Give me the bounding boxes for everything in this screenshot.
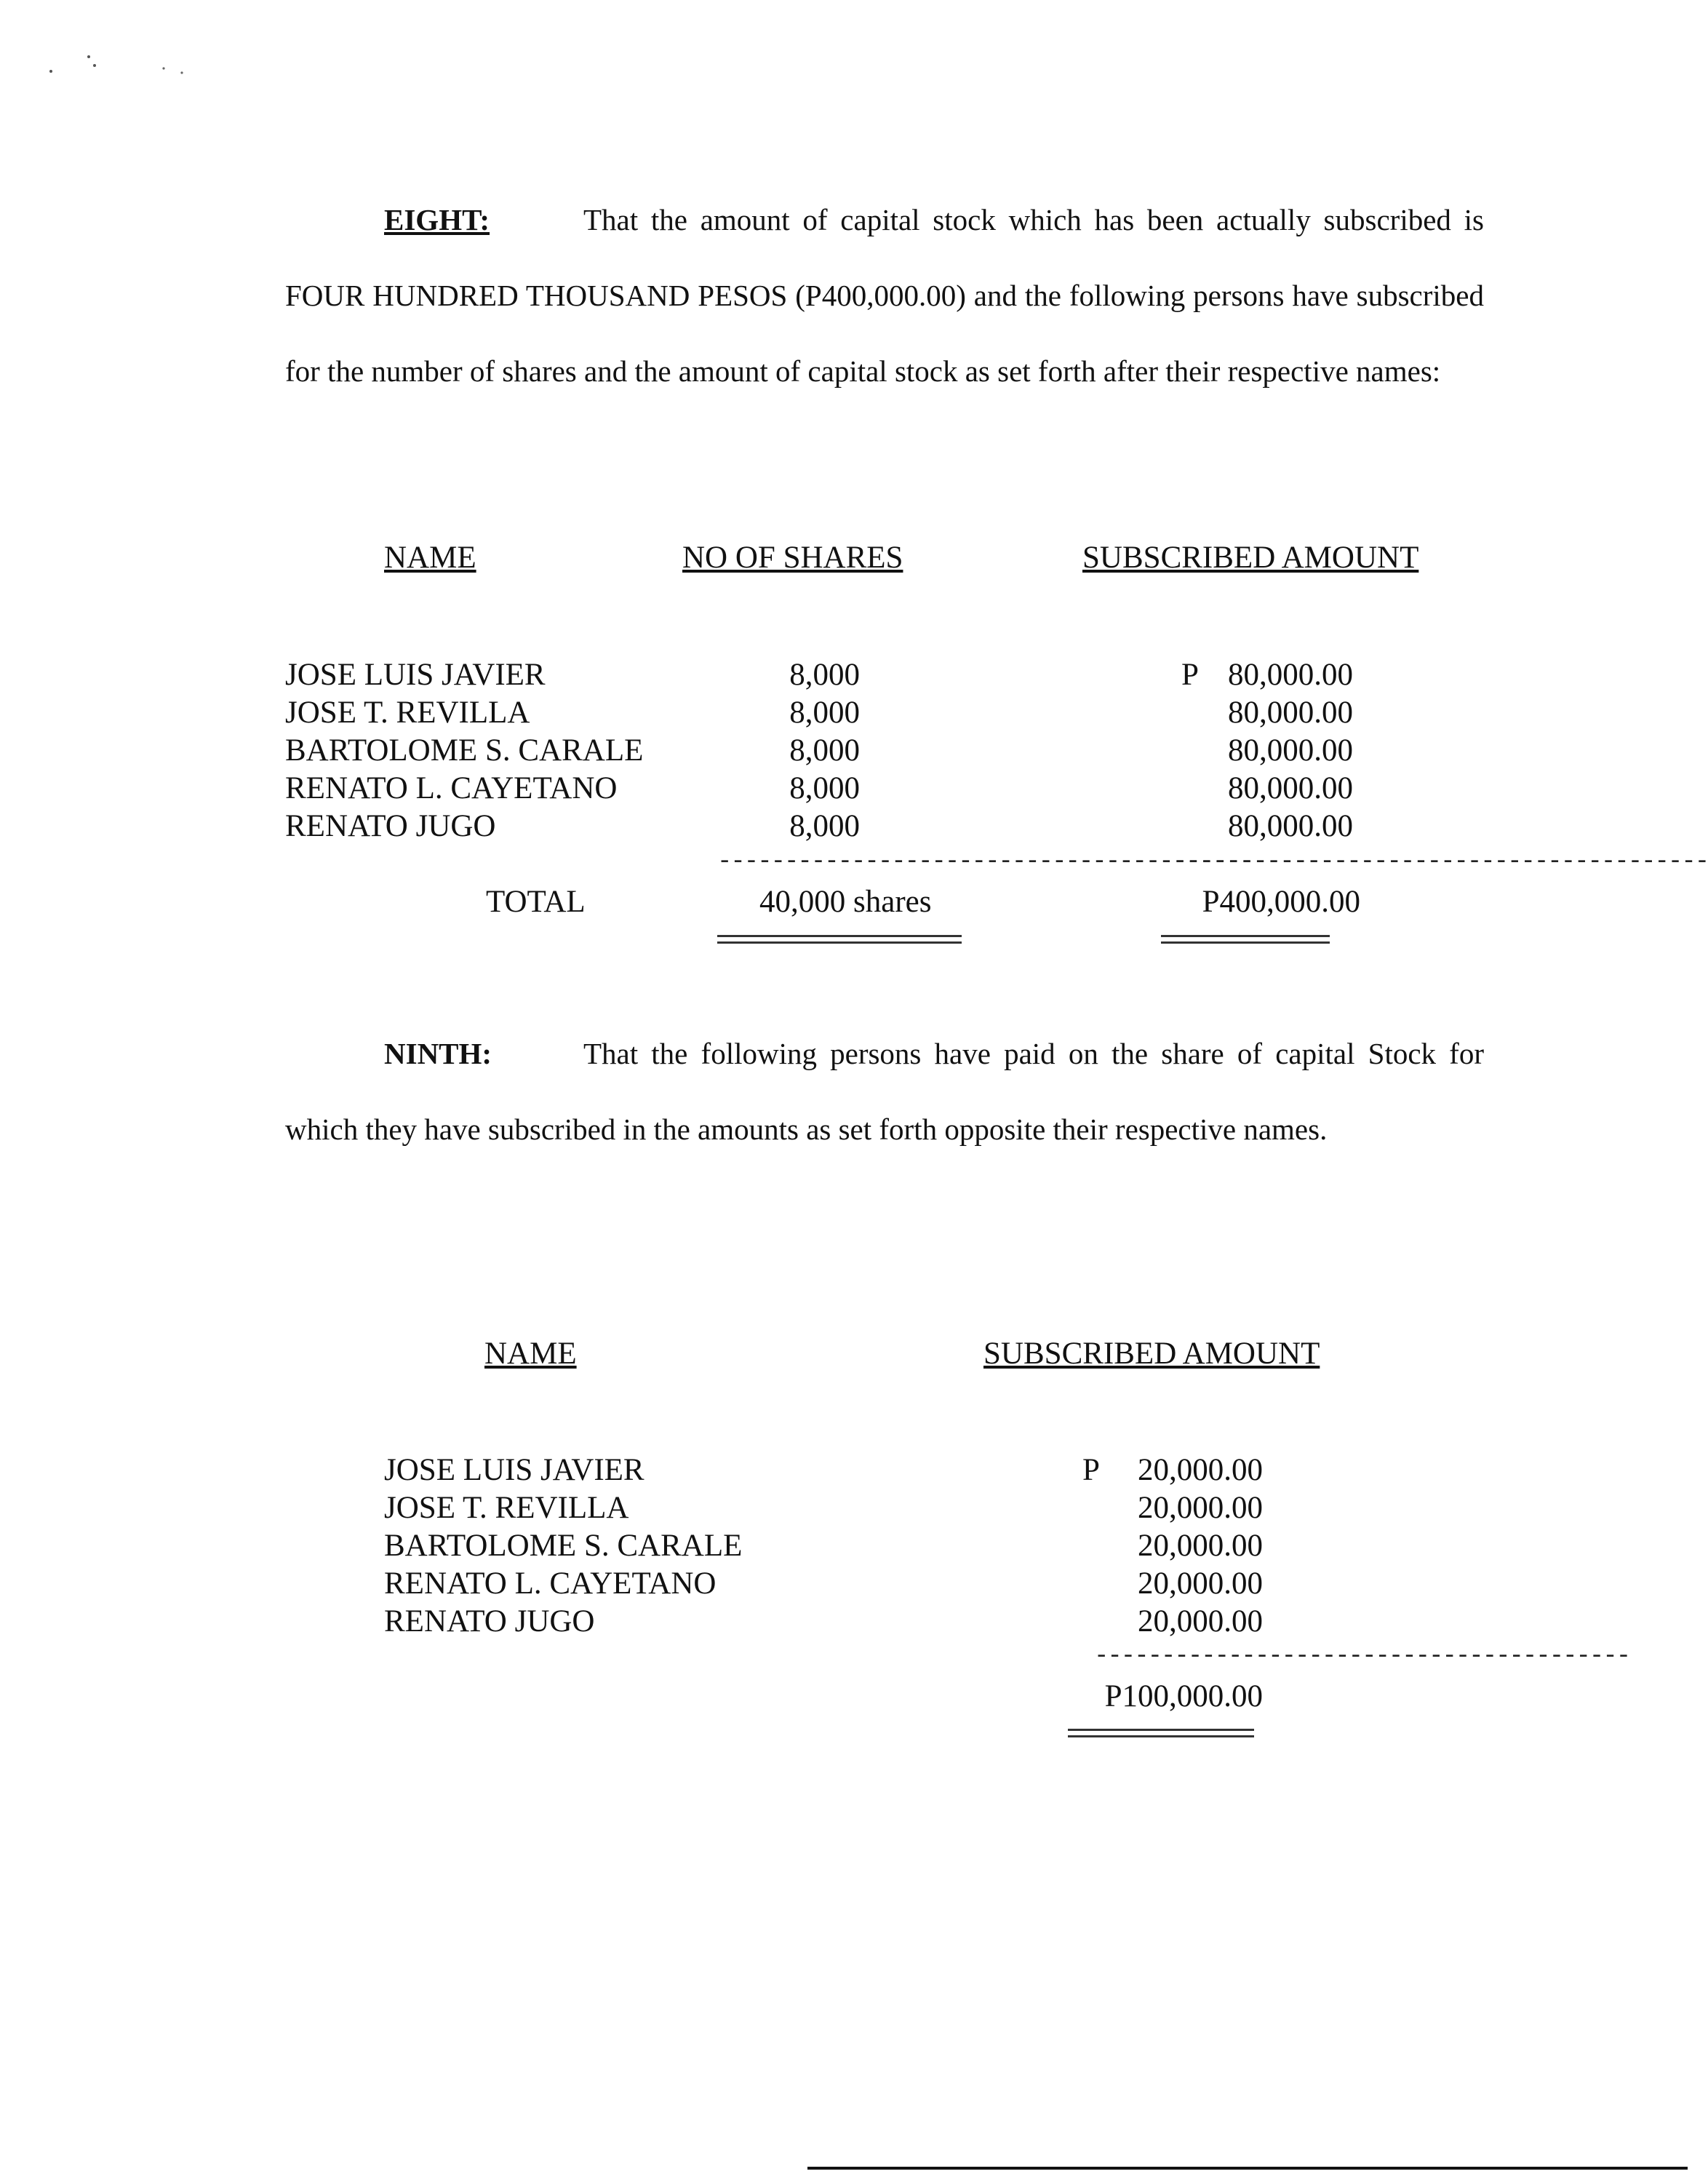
table1-row-amount: 80,000.00 <box>1228 771 1353 805</box>
table2-row-amount: 20,000.00 <box>1138 1566 1263 1601</box>
table1-header-name: NAME <box>384 541 476 575</box>
ninth-paragraph <box>285 1016 1484 1167</box>
table2-row-amount: 20,000.00 <box>1138 1491 1263 1525</box>
table1-row-shares: 8,000 <box>789 696 860 730</box>
double-underline <box>1161 935 1330 944</box>
table2-row-name: RENATO JUGO <box>384 1604 595 1639</box>
eighth-heading: EIGHT: <box>384 203 490 236</box>
ninth-heading: NINTH: <box>384 1037 492 1070</box>
table1-row-name: BARTOLOME S. CARALE <box>285 733 644 768</box>
table1-total-shares: 40,000 shares <box>759 885 932 919</box>
dashed-rule: ---------------------------------------- <box>717 848 1253 876</box>
table2-row-amount: 20,000.00 <box>1138 1453 1263 1487</box>
table2-row-name: BARTOLOME S. CARALE <box>384 1529 743 1563</box>
footer-rule <box>807 2167 1688 2170</box>
eighth-paragraph <box>285 182 1484 409</box>
table2-row-amount: 20,000.00 <box>1138 1604 1263 1639</box>
table2-header-amount: SUBSCRIBED AMOUNT <box>983 1337 1320 1371</box>
table1-row-shares: 8,000 <box>789 809 860 843</box>
double-underline <box>717 935 962 944</box>
table2-row-name: RENATO L. CAYETANO <box>384 1566 717 1601</box>
table2-total-amount: P100,000.00 <box>1104 1679 1263 1713</box>
table1-row-prefix: P <box>1181 658 1199 692</box>
double-underline <box>1068 1729 1254 1737</box>
table1-row-shares: 8,000 <box>789 771 860 805</box>
table1-header-shares: NO OF SHARES <box>682 541 903 575</box>
table2-row-prefix: P <box>1082 1453 1100 1487</box>
table1-row-amount: 80,000.00 <box>1228 809 1353 843</box>
ninth-text: That the following persons have paid on the share of capital Stock for which they have subscribed in the amounts as set forth opposite their respective names. <box>285 1037 1484 1146</box>
eighth-text: That the amount of capital stock which has been actually subscribed is FOUR HUNDRED THOUSAND PESOS (P400,000.00) and the following persons have subscribed for the number of shares and the amount of capital stock as set forth after their respective names: <box>285 203 1484 388</box>
table1-row-name: RENATO L. CAYETANO <box>285 771 618 805</box>
table1-row-shares: 8,000 <box>789 733 860 768</box>
dashed-rule: ---------------------------------------- <box>1094 1643 1630 1671</box>
table2-row-amount: 20,000.00 <box>1138 1529 1263 1563</box>
scan-specks <box>44 51 189 80</box>
table1-row-amount: 80,000.00 <box>1228 696 1353 730</box>
table2-row-name: JOSE LUIS JAVIER <box>384 1453 645 1487</box>
table2-row-name: JOSE T. REVILLA <box>384 1491 629 1525</box>
table1-row-amount: 80,000.00 <box>1228 733 1353 768</box>
table1-total-label: TOTAL <box>486 885 586 919</box>
table1-row-shares: 8,000 <box>789 658 860 692</box>
table1-total-amount: P400,000.00 <box>1202 885 1360 919</box>
table2-header-name: NAME <box>484 1337 577 1371</box>
table1-row-name: JOSE LUIS JAVIER <box>285 658 546 692</box>
table1-row-name: JOSE T. REVILLA <box>285 696 530 730</box>
dashed-rule: ---------------------------------------- <box>1173 848 1708 876</box>
table1-row-amount: 80,000.00 <box>1228 658 1353 692</box>
table1-row-name: RENATO JUGO <box>285 809 496 843</box>
table1-header-amount: SUBSCRIBED AMOUNT <box>1082 541 1419 575</box>
